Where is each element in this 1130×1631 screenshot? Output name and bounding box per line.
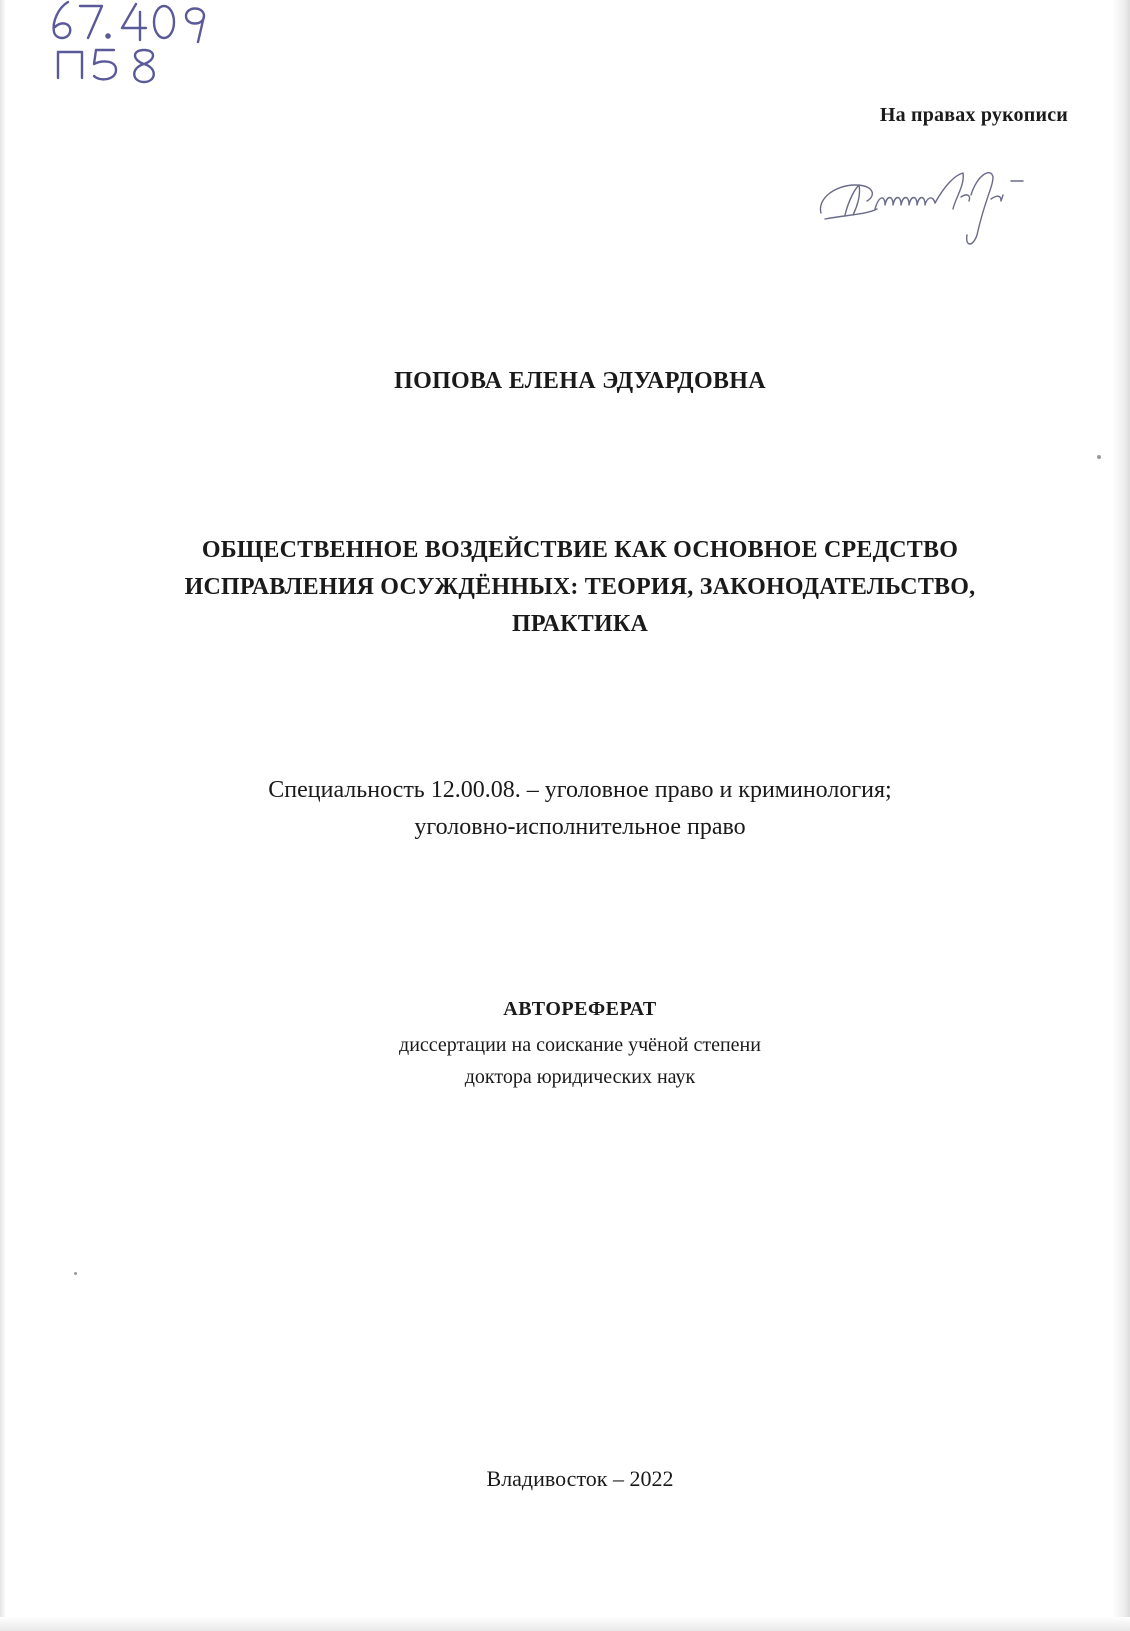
title-line: ОБЩЕСТВЕННОЕ ВОЗДЕЙСТВИЕ КАК ОСНОВНОЕ СРЕДСТВО <box>201 537 959 563</box>
rights-note: На правах рукописи <box>879 104 1068 126</box>
degree-line: доктора юридических наук <box>464 1066 696 1088</box>
author-name: ПОПОВА ЕЛЕНА ЭДУАРДОВНА <box>394 368 766 394</box>
degree-description <box>0 1029 1130 1093</box>
city-year: Владивосток – 2022 <box>486 1466 674 1491</box>
document-type: АВТОРЕФЕРАТ <box>503 998 657 1020</box>
title-line: ПРАКТИКА <box>511 611 648 637</box>
author-signature <box>815 155 1065 260</box>
title-line: ИСПРАВЛЕНИЯ ОСУЖДЁННЫХ: ТЕОРИЯ, ЗАКОНОДАТЕЛЬСТВО, <box>184 574 976 600</box>
degree-line: диссертации на соискание учёной степени <box>399 1034 761 1056</box>
dissertation-title <box>0 532 1130 643</box>
scan-edge-bottom <box>0 1617 1130 1631</box>
specialty-line: уголовно-исполнительное право <box>414 814 746 840</box>
specialty <box>0 772 1130 846</box>
handwritten-classification-code <box>38 0 228 104</box>
scan-speck <box>74 1272 77 1275</box>
specialty-line: Специальность 12.00.08. – уголовное право и криминология; <box>268 777 892 803</box>
scan-speck <box>1097 455 1101 459</box>
